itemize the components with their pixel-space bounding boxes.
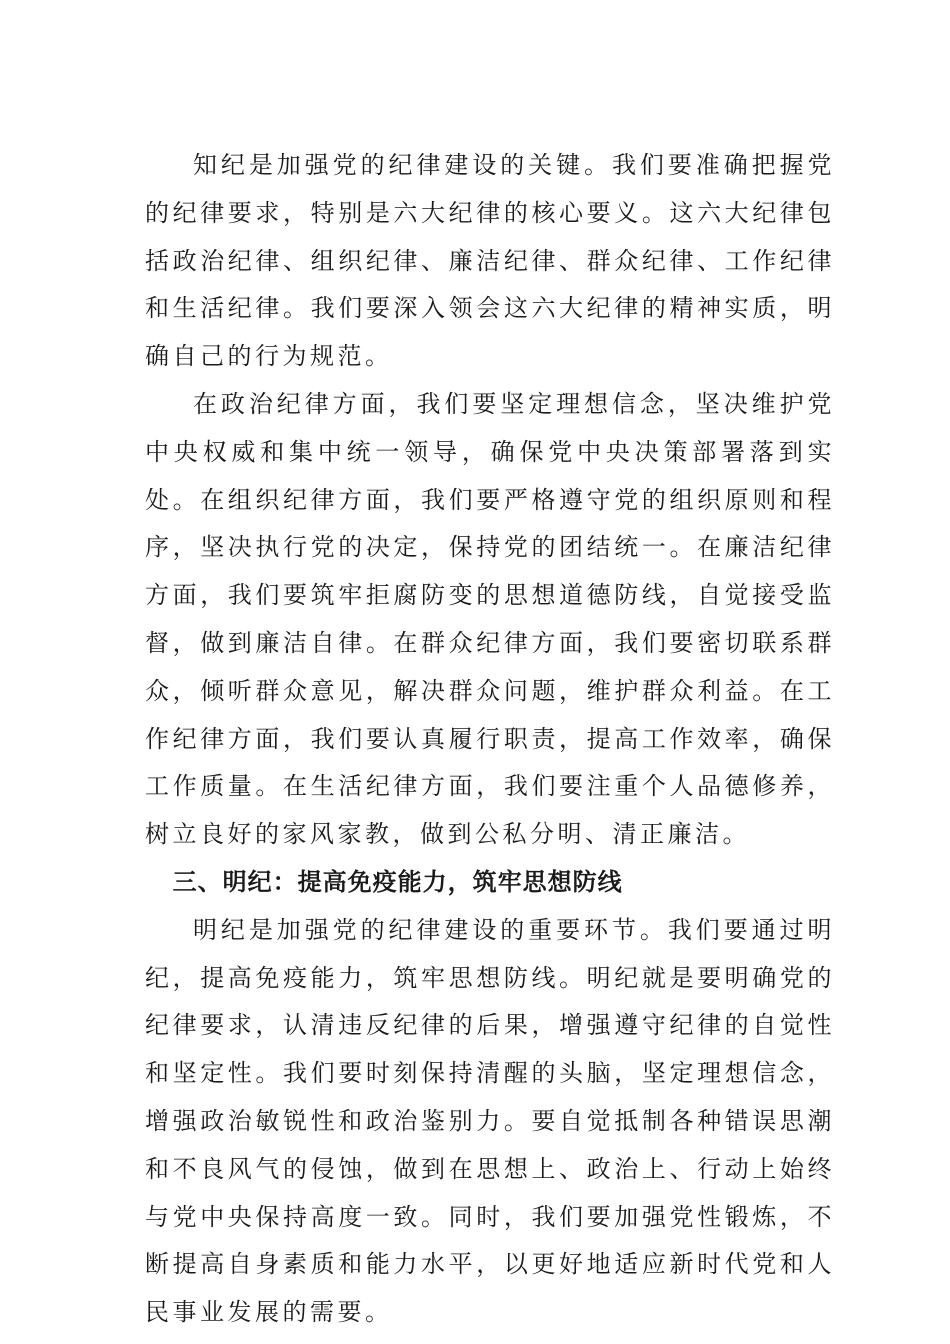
document-body — [145, 142, 835, 1337]
paragraph-six-disciplines-detail: 在政治纪律方面，我们要坚定理想信念，坚决维护党中央权威和集中统一领导，确保党中央决策部署落到实处。在组织纪律方面，我们要严格遵守党的组织原则和程序，坚决执行党的决定，保持党的团结统一。在廉洁纪律方面，我们要筑牢拒腐防变的思想道德防线，自觉接受监督，做到廉洁自律。在群众纪律方面，我们要密切联系群众，倾听群众意见，解决群众问题，维护群众利益。在工作纪律方面，我们要认真履行职责，提高工作效率，确保工作质量。在生活纪律方面，我们要注重个人品德修养，树立良好的家风家教，做到公私分明、清正廉洁。 — [145, 389, 835, 849]
section-heading: 三、明纪：提高免疫能力，筑牢思想防线 — [172, 867, 623, 896]
paragraph-clarifying-discipline: 明纪是加强党的纪律建设的重要环节。我们要通过明纪，提高免疫能力，筑牢思想防线。明纪就是要明确党的纪律要求，认清违反纪律的后果，增强遵守纪律的自觉性和坚定性。我们要时刻保持清醒的头脑，坚定理想信念，增强政治敏锐性和政治鉴别力。要自觉抵制各种错误思潮和不良风气的侵蚀，做到在思想上、政治上、行动上始终与党中央保持高度一致。同时，我们要加强党性锻炼，不断提高自身素质和能力水平，以更好地适应新时代党和人民事业发展的需要。 — [145, 915, 835, 1327]
paragraph-knowing-discipline: 知纪是加强党的纪律建设的关键。我们要准确把握党的纪律要求，特别是六大纪律的核心要义。这六大纪律包括政治纪律、组织纪律、廉洁纪律、群众纪律、工作纪律和生活纪律。我们要深入领会这六大纪律的精神实质，明确自己的行为规范。 — [145, 151, 835, 371]
